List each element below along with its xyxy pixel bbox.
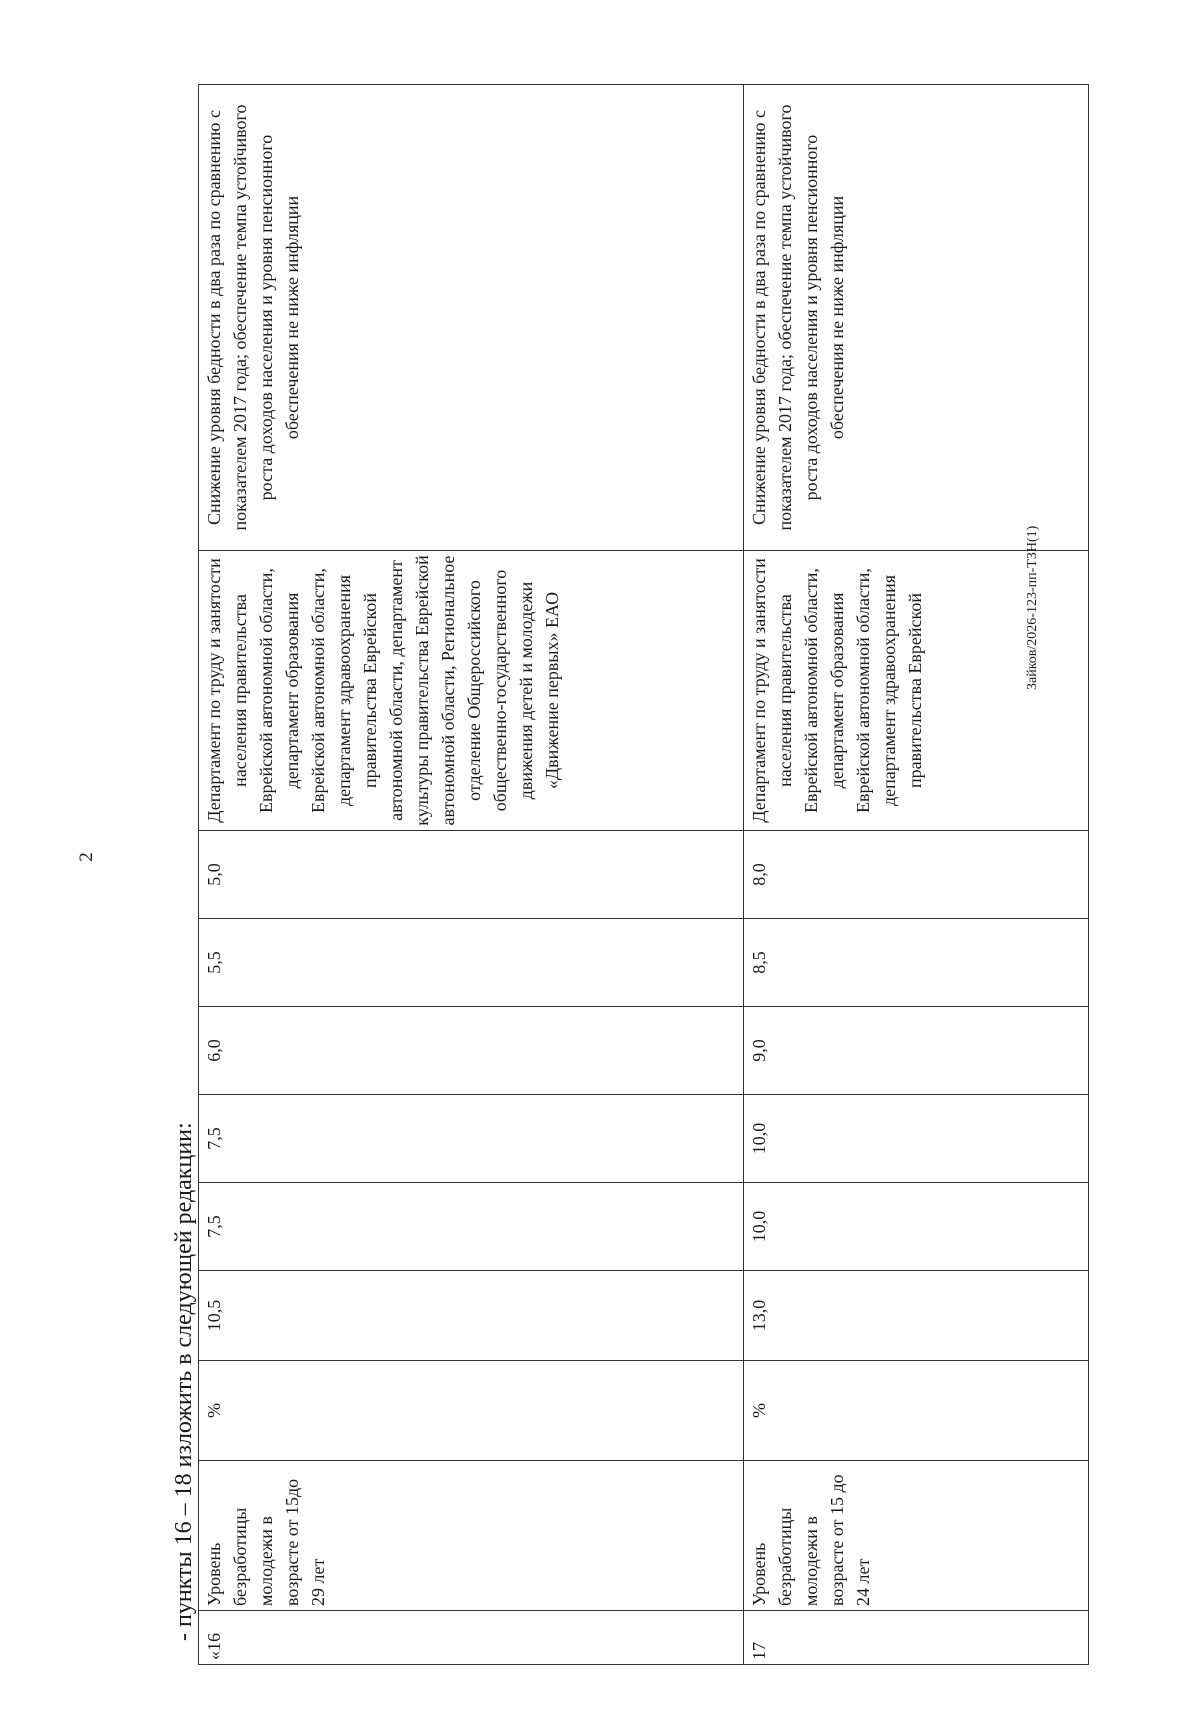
row-number: 17 [744, 1611, 1089, 1665]
unit: % [744, 1361, 1089, 1461]
value-cell: 5,0 [199, 831, 744, 919]
responsible-executors: Департамент по труду и занятости населения правительства Еврейской автономной области, департамент образования Еврейской автономной области, департамент здравоохранения правительства Еврейской автономной области, департамент культуры правительства Еврейской автономной области, Региональное отделение Общероссийского общественно-государственного движения детей и молодежи «Движение первых» ЕАО [199, 551, 744, 831]
responsible-executors: Департамент по труду и занятости населения правительства Еврейской автономной области, департамент образования Еврейской автономной области, департамент здравоохранения правительства Еврейской [749, 558, 925, 823]
value-cell: 10,0 [744, 1095, 1089, 1183]
value-cell: 10,0 [744, 1183, 1089, 1271]
value-cell: 13,0 [744, 1271, 1089, 1361]
value-cell: 6,0 [199, 1007, 744, 1095]
value-cell: 7,5 [199, 1183, 744, 1271]
value-cell: 7,5 [199, 1095, 744, 1183]
indicator-name: Уровень безработицы молодежи в возрасте от 15до 29 лет [199, 1461, 744, 1611]
page-number: 2 [75, 852, 97, 862]
goals-text: Снижение уровня бедности в два раза по сравнению с показателем 2017 года; обеспечение темпа устойчивого роста доходов населения и уровня пенсионного обеспечения не ниже инфляции [199, 85, 744, 551]
rotated-document-body [170, 85, 1090, 1665]
indicators-table [198, 84, 1089, 1665]
value-cell: 5,5 [199, 919, 744, 1007]
row-number: «16 [199, 1611, 744, 1665]
indicator-name: Уровень безработицы молодежи в возрасте от 15 до 24 лет [744, 1461, 1089, 1611]
value-cell: 9,0 [744, 1007, 1089, 1095]
table-row [199, 85, 744, 1665]
unit: % [199, 1361, 744, 1461]
value-cell: 10,5 [199, 1271, 744, 1361]
value-cell: 8,5 [744, 919, 1089, 1007]
value-cell: 8,0 [744, 831, 1089, 919]
document-code [1025, 220, 1049, 690]
goals-text: Снижение уровня бедности в два раза по сравнению с показателем 2017 года; обеспечение темпа устойчивого роста доходов населения и уровня пенсионного обеспечения не ниже инфляции [744, 85, 1089, 551]
document-code-text: Зайков/2026-123-пп-ТЗН(1) [1025, 525, 1040, 690]
section-heading: - пункты 16 – 18 изложить в следующей редакции: [171, 1122, 197, 1641]
